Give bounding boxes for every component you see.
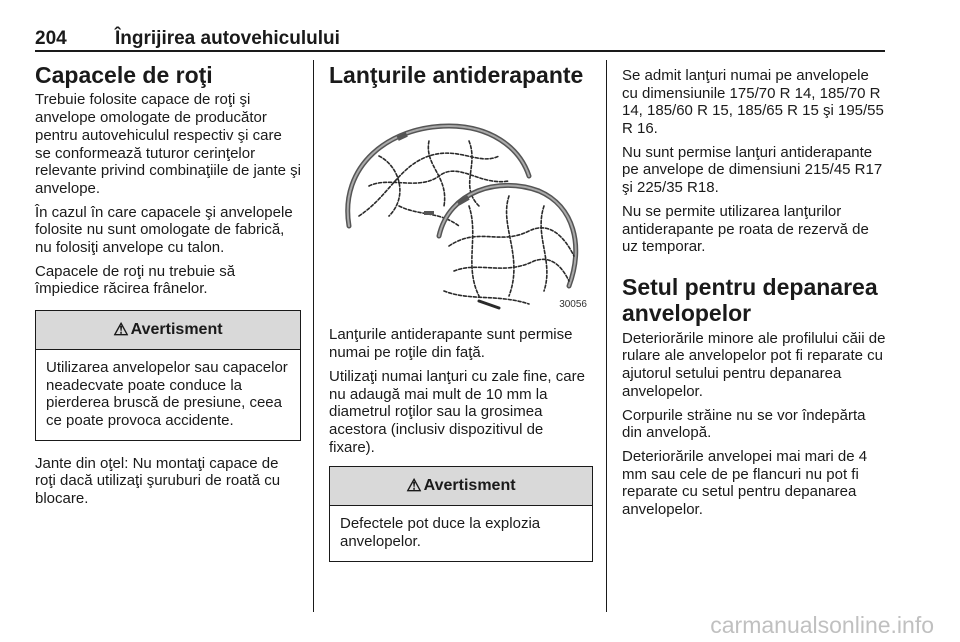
paragraph: Deteriorările minore ale profilului căii de rulare ale anvelopelor pot fi reparate cu ajutorul setului pentru depanarea anvelopelor. [622,329,886,400]
figure-number: 30056 [559,299,587,311]
warning-label: Avertisment [423,477,516,495]
watermark: carmanualsonline.info [710,612,934,638]
warning-text: Defectele pot duce la explozia anvelopelor. [340,515,541,550]
page-number: 204 [35,28,67,49]
paragraph: Deteriorările anvelopei mai mari de 4 mm sau cele de pe flancuri nu pot fi reparate cu setul pentru depanarea anvelopelor. [622,447,868,518]
header-divider [35,50,885,52]
warning-header [330,467,592,506]
snow-chains-illustration [329,96,593,316]
warning-box [329,466,593,561]
snow-chains-drawing [329,96,593,316]
paragraph: Jante din oţel: Nu montaţi capace de roţi dacă utilizaţi şuruburi de roată cu blocare. [35,454,281,508]
column-3 [622,67,888,525]
paragraph: Trebuie folosite capace de roţi şi anvelope omologate de producător pentru autovehiculul respectiv şi care se conformează tuturor cerinţelor relevante privind combinaţiile de jante şi anvelope. [35,91,301,197]
section-title-snow-chains: Lanţurile antiderapante [329,62,584,88]
section-title-wheel-covers: Capacele de roţi [35,62,213,88]
paragraph: În cazul în care capacele şi anvelopele folosite nu sunt omologate de fabrică, nu folosiţi anvelope cu talon. [35,203,293,256]
paragraph: Utilizaţi numai lanţuri cu zale fine, care nu adaugă mai mult de 10 mm la diametrul roţilor sau la grosimea acestora (inclusiv dispozitivul de fixare). [329,367,585,456]
paragraph: Capacele de roţi nu trebuie să împiedice răcirea frânelor. [35,262,236,298]
warning-header [36,311,300,350]
warning-triangle-icon: ⚠ [406,476,422,496]
paragraph: Nu se permite utilizarea lanţurilor antiderapante pe roata de rezervă de uz temporar. [622,202,869,256]
paragraph: Nu sunt permise lanţuri antiderapante pe anvelope de dimensiuni 215/45 R17 şi 225/35 R18. [622,143,883,197]
warning-box [35,310,301,441]
warning-triangle-icon: ⚠ [113,320,129,339]
paragraph: Lanţurile antiderapante sunt permise numai pe roţile din faţă. [329,326,573,362]
column-1 [35,62,301,514]
chapter-title: Îngrijirea autovehiculului [115,28,340,49]
section-title-tyre-repair-kit: Setul pentru depanarea anvelopelor [622,273,878,327]
column-divider-2 [606,60,607,612]
column-2 [329,62,593,576]
warning-text: Utilizarea anvelopelor sau capacelor neadecvate poate conduce la pierderea bruscă de presiune, ceea ce poate provoca accidente. [46,359,288,430]
column-divider-1 [313,60,314,612]
paragraph: Se admit lanţuri numai pe anvelopele cu dimensiunile 175/70 R 14, 185/70 R 14, 185/60 R 15, 185/65 R 15 şi 195/55 R 16. [622,67,884,138]
page-header [35,28,885,52]
paragraph: Corpurile străine nu se vor îndepărta din anvelopă. [622,406,866,442]
warning-label: Avertisment [130,321,223,338]
